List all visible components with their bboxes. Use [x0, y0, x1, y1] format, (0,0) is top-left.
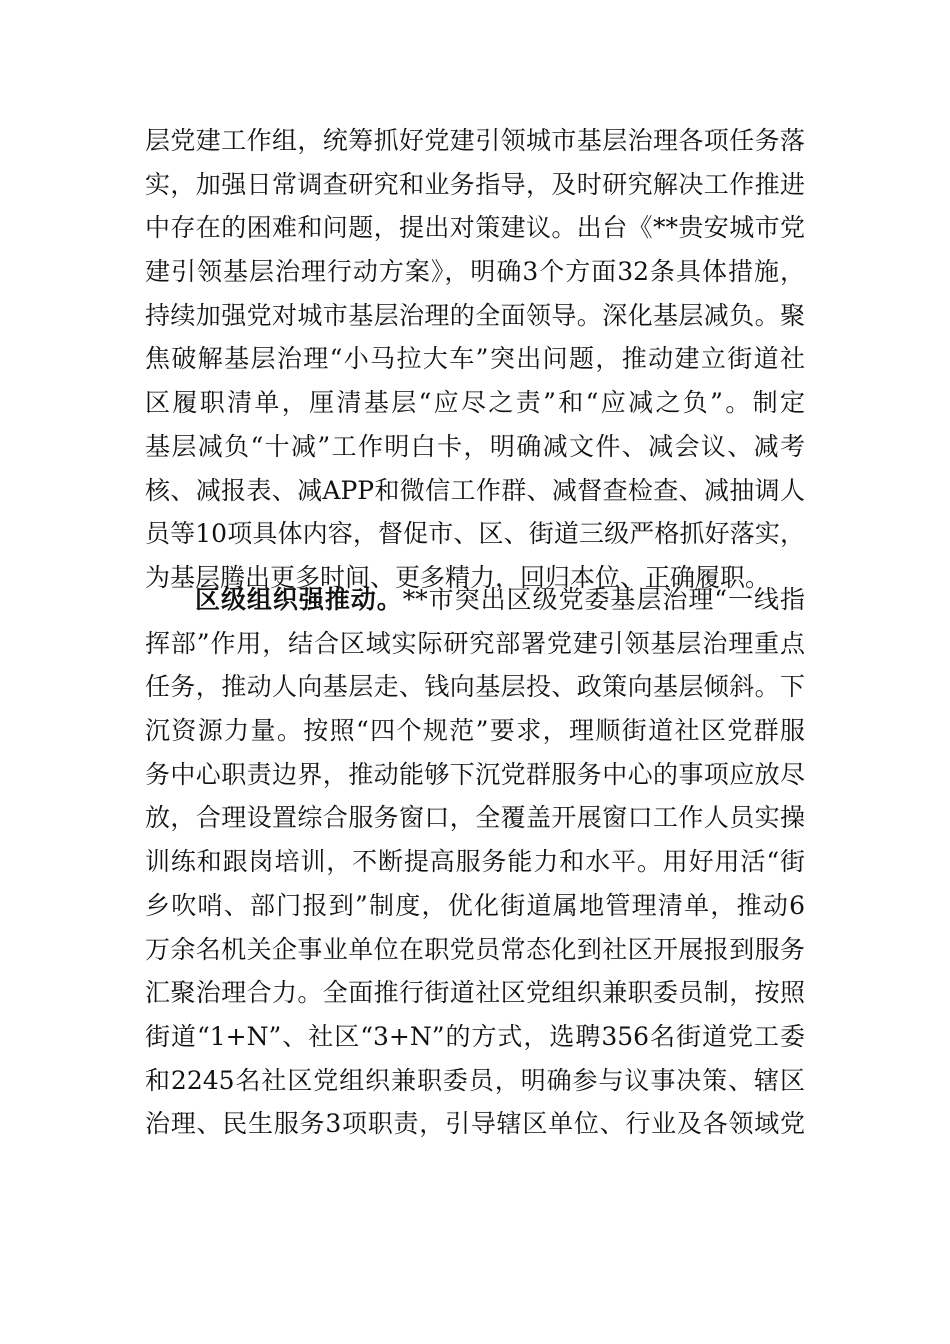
paragraph-2-heading: 区级组织强推动。 [195, 585, 403, 614]
paragraph-2-line: 万余名机关企事业单位在职党员常态化到社区开展报到服务 [145, 934, 805, 964]
paragraph-2-first-line-text: **市突出区级党委基层治理“一线指 [402, 585, 805, 614]
paragraph-2-line: 训练和跟岗培训，不断提高服务能力和水平。用好用活“街 [145, 847, 805, 877]
paragraph-2-line: 治理、民生服务3项职责，引导辖区单位、行业及各领域党 [145, 1109, 805, 1139]
paragraph-1-line: 焦破解基层治理“小马拉大车”突出问题，推动建立街道社 [145, 344, 805, 374]
paragraph-2-line: 汇聚治理合力。全面推行街道社区党组织兼职委员制，按照 [145, 978, 805, 1008]
paragraph-2 [145, 578, 805, 1146]
paragraph-2-line: 和2245名社区党组织兼职委员，明确参与议事决策、辖区 [145, 1065, 805, 1095]
paragraph-1-line: 层党建工作组，统筹抓好党建引领城市基层治理各项任务落 [145, 126, 805, 155]
paragraph-2-line: 务中心职责边界，推动能够下沉党群服务中心的事项应放尽 [145, 759, 805, 789]
paragraph-2-line: 任务，推动人向基层走、钱向基层投、政策向基层倾斜。下 [145, 672, 805, 702]
paragraph-1 [145, 119, 805, 600]
paragraph-2-line: 街道“1+N”、社区“3+N”的方式，选聘356名街道党工委 [145, 1021, 805, 1051]
paragraph-1-line: 基层减负“十减”工作明白卡，明确减文件、减会议、减考 [145, 431, 805, 461]
paragraph-2-line: 挥部”作用，结合区域实际研究部署党建引领基层治理重点 [145, 628, 805, 658]
paragraph-1-line: 核、减报表、减APP和微信工作群、减督查检查、减抽调人 [145, 475, 805, 505]
paragraph-1-line: 持续加强党对城市基层治理的全面领导。深化基层减负。聚 [145, 300, 805, 330]
paragraph-1-line: 为基层腾出更多时间、更多精力，回归本位、正确履职。 [145, 562, 771, 592]
paragraph-1-line: 建引领基层治理行动方案》，明确3个方面32条具体措施， [145, 257, 805, 287]
paragraph-2-line: 乡吹哨、部门报到”制度，优化街道属地管理清单，推动6 [145, 890, 805, 920]
paragraph-1-line: 区履职清单，厘清基层“应尽之责”和“应减之负”。制定 [145, 388, 805, 418]
paragraph-1-line: 中存在的困难和问题，提出对策建议。出台《**贵安城市党 [145, 213, 805, 243]
paragraph-2-line: 放，合理设置综合服务窗口，全覆盖开展窗口工作人员实操 [145, 803, 805, 833]
paragraph-1-line: 员等10项具体内容，督促市、区、街道三级严格抓好落实， [145, 519, 805, 549]
paragraph-2-line: 沉资源力量。按照“四个规范”要求，理顺街道社区党群服 [145, 716, 805, 746]
paragraph-1-line: 实，加强日常调查研究和业务指导，及时研究解决工作推进 [145, 169, 805, 199]
paragraph-2-first-line [145, 578, 805, 622]
